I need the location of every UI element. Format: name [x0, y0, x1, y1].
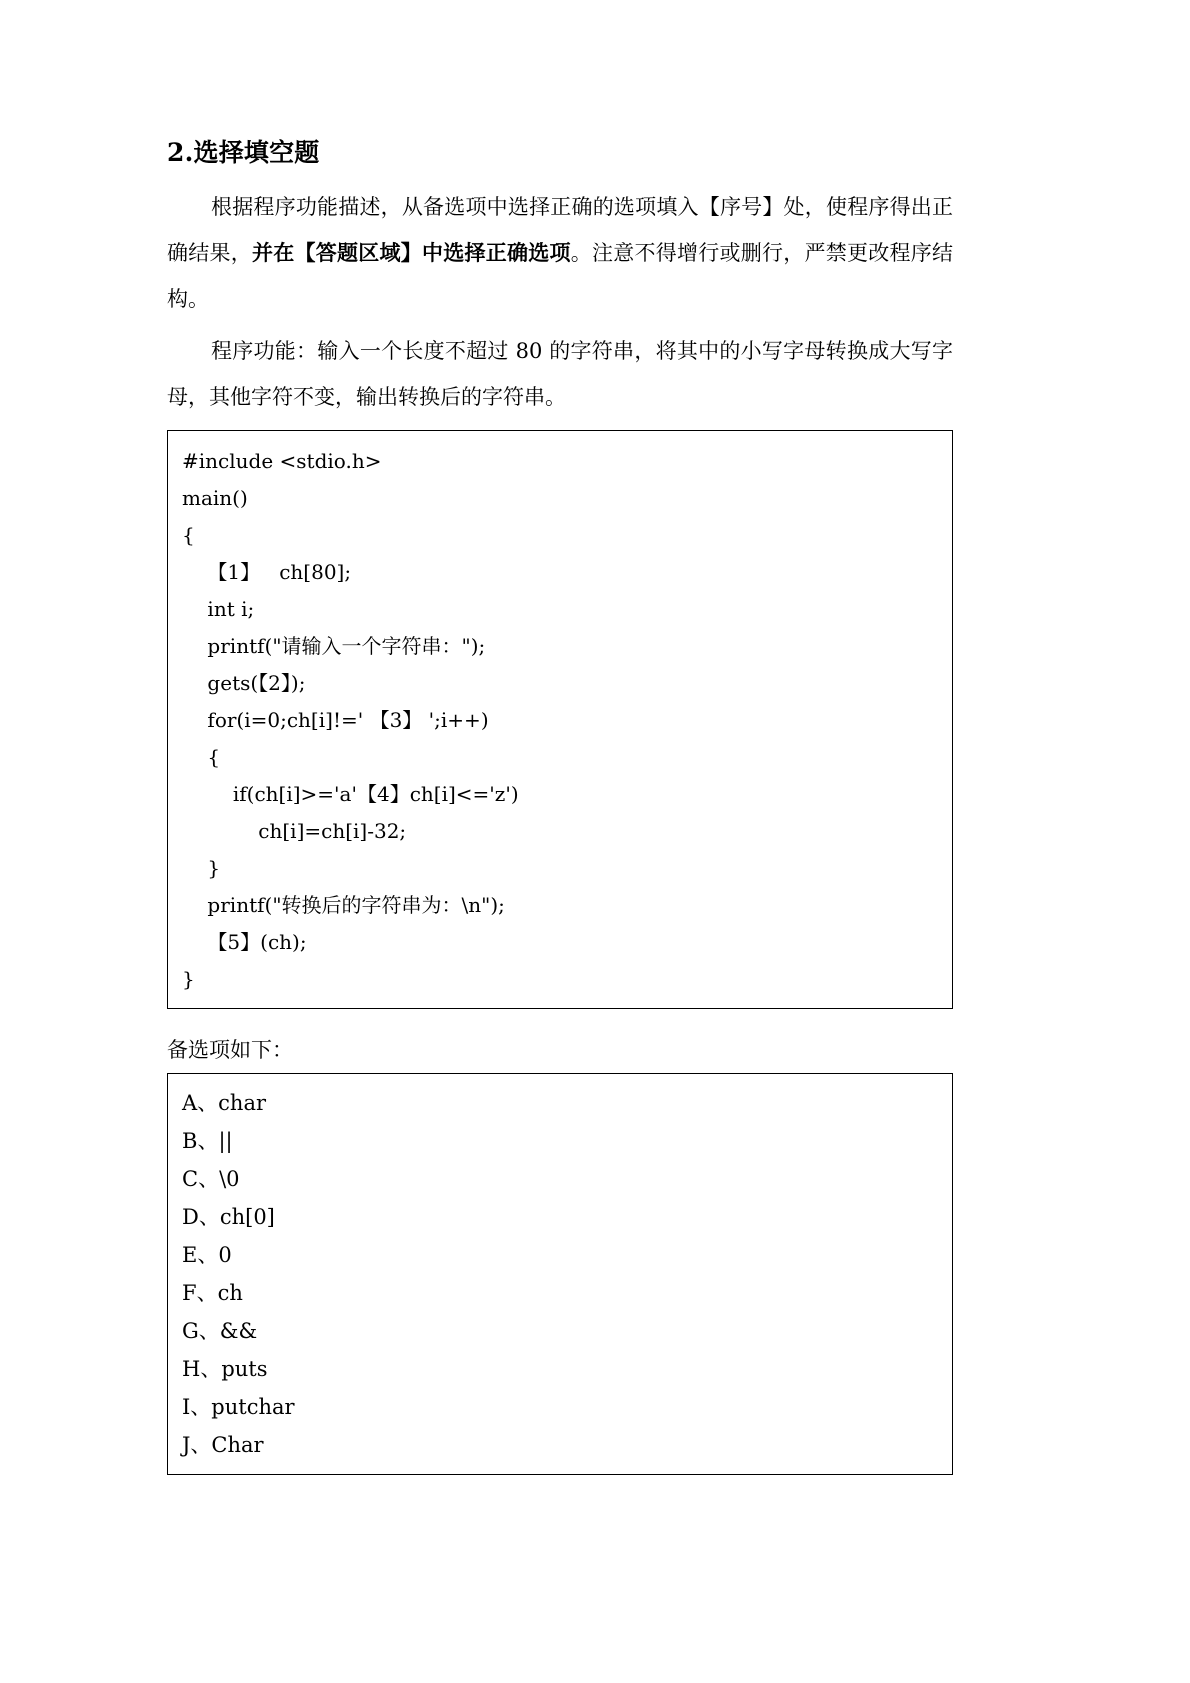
option-key: G: [182, 1319, 199, 1343]
code-line: int i;: [182, 597, 255, 621]
option-separator: 、: [200, 1357, 222, 1381]
instructions-run-2-bold: 并在【答题区域】中选择正确选项: [252, 240, 571, 265]
code-line: for(i=0;ch[i]!=' 【3】 ';i++): [182, 708, 489, 732]
page-content: [167, 136, 953, 1475]
code-line: printf("请输入一个字符串：");: [182, 634, 486, 658]
option-item-b: [182, 1122, 952, 1160]
option-separator: 、: [198, 1167, 220, 1191]
option-key: A: [182, 1091, 198, 1115]
option-item-e: [182, 1236, 952, 1274]
option-key: D: [182, 1205, 199, 1229]
code-line: ch[i]=ch[i]-32;: [182, 819, 407, 843]
option-value: Char: [211, 1433, 264, 1457]
code-line: 【1】 ch[80];: [182, 560, 352, 584]
option-separator: 、: [196, 1281, 218, 1305]
option-item-a: [182, 1084, 952, 1122]
option-separator: 、: [190, 1433, 212, 1457]
option-item-g: [182, 1312, 952, 1350]
code-line: 【5】(ch);: [182, 930, 307, 954]
option-value: ch: [217, 1281, 243, 1305]
option-separator: 、: [198, 1205, 220, 1229]
option-separator: 、: [197, 1243, 219, 1267]
option-value: \0: [219, 1167, 240, 1191]
code-line: gets(【2】);: [182, 671, 306, 695]
code-line: }: [182, 856, 221, 880]
option-separator: 、: [197, 1129, 219, 1153]
option-separator: 、: [197, 1091, 219, 1115]
instructions-run-1: 根据程序功能描述，从备选项中选择正确的选项填入【序号】处，使程序得出正确结果，: [167, 195, 953, 265]
option-value: &&: [219, 1319, 258, 1343]
program-function-text: 程序功能：输入一个长度不超过 80 的字符串，将其中的小写字母转换成大写字母，其他字符不变，输出转换后的字符串。: [167, 339, 953, 409]
code-line: {: [182, 523, 195, 547]
option-value: ||: [218, 1129, 233, 1153]
code-block-box: [167, 430, 953, 1009]
option-item-i: [182, 1388, 952, 1426]
option-value: ch[0]: [219, 1205, 275, 1229]
code-line: main(): [182, 486, 248, 510]
options-box: [167, 1073, 953, 1475]
option-key: C: [182, 1167, 199, 1191]
code-line: if(ch[i]>='a'【4】ch[i]<='z'): [182, 782, 519, 806]
instructions-run-3: 。注意不得增行或删行，严禁更改程序结构。: [167, 241, 953, 311]
option-item-d: [182, 1198, 952, 1236]
option-key: I: [182, 1395, 191, 1419]
option-value: puts: [221, 1357, 268, 1381]
instructions-paragraph: [167, 184, 953, 322]
option-key: B: [182, 1129, 198, 1153]
code-line: #include <stdio.h>: [182, 449, 382, 473]
option-item-h: [182, 1350, 952, 1388]
program-function-paragraph: [167, 328, 953, 420]
option-value: putchar: [211, 1395, 295, 1419]
option-separator: 、: [190, 1395, 212, 1419]
code-line: {: [182, 745, 221, 769]
option-key: E: [182, 1243, 198, 1267]
code-line: }: [182, 967, 195, 991]
section-heading: 2.选择填空题: [167, 138, 320, 167]
option-separator: 、: [198, 1319, 220, 1343]
option-key: H: [182, 1357, 201, 1381]
option-key: F: [182, 1281, 197, 1305]
option-item-c: [182, 1160, 952, 1198]
option-key: J: [182, 1433, 191, 1457]
option-item-j: [182, 1426, 952, 1464]
code-line: printf("转换后的字符串为：\n");: [182, 893, 505, 917]
option-item-f: [182, 1274, 952, 1312]
option-value: char: [218, 1091, 267, 1115]
options-label: 备选项如下：: [167, 1038, 293, 1062]
option-value: 0: [218, 1243, 232, 1267]
